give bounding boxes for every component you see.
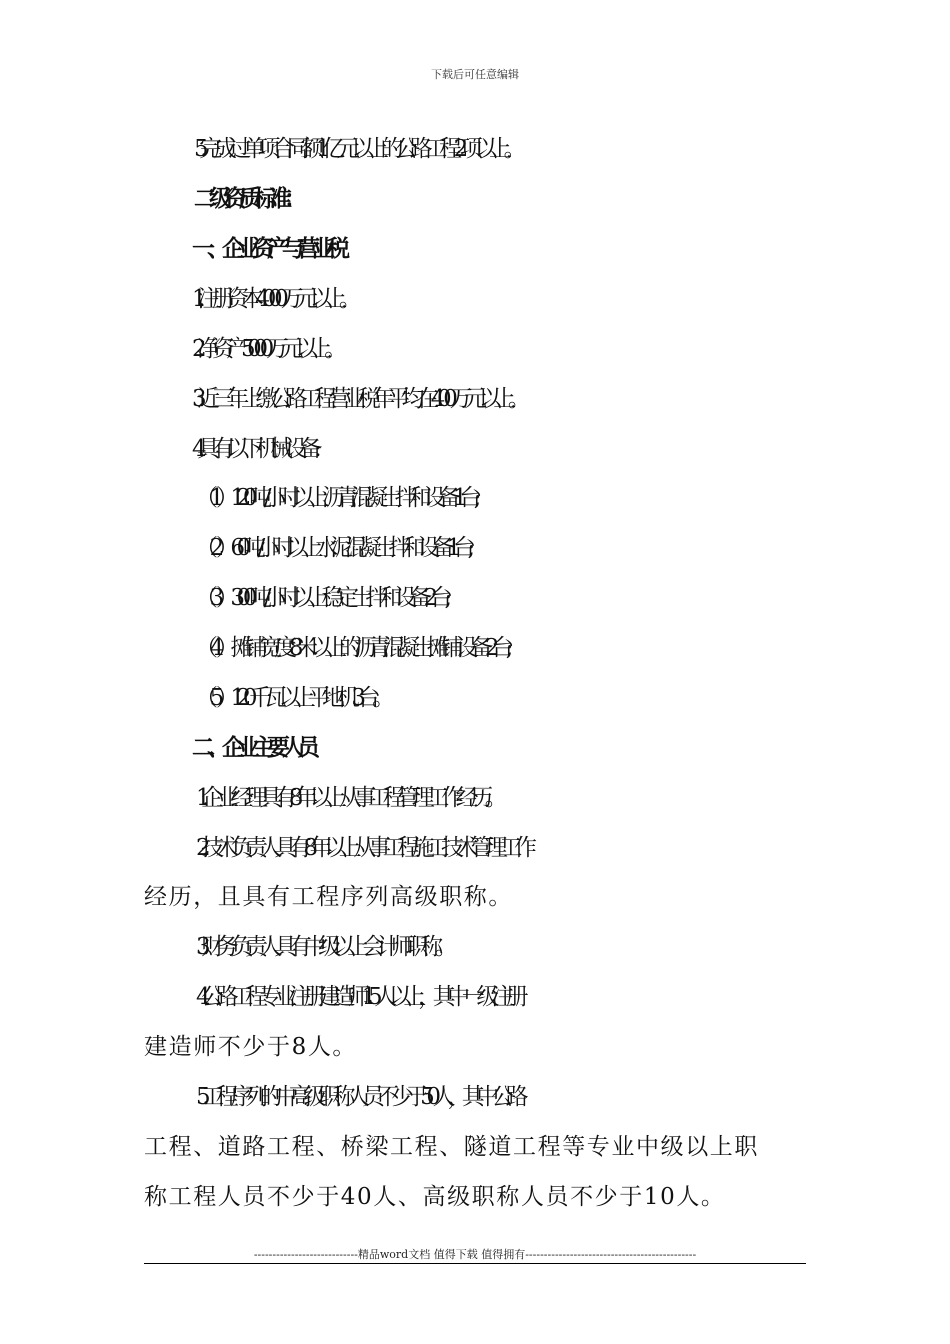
text-line: 1.企业经理具有8年以上从事工程管理工作经历。 [196,785,500,811]
text-line: 5.完成过单项合同额1亿元以上的公路工程2项以上。 [194,136,519,162]
text-line: 3.财务负责人具有中级以上会计师职称。 [196,934,450,960]
equipment-item: （3）300吨/小时以上稳定土拌和设备2台; [195,585,444,611]
footer-note: ----------------------------精品word文档 值得下载 值得拥有---------------------------------------------- [253,1248,697,1261]
text-line: 2.技术负责人具有8年以上从事工程施工技术管理工作 [196,835,529,861]
equipment-item: （1）120吨/小时以上沥青混凝土拌和设备1台; [195,485,474,511]
text-line: 4.具有以下机械设备: [192,436,314,462]
equipment-item: （2）60吨/小时以上水泥混凝土拌和设备1台; [195,535,467,561]
header-note: 下载后可任意编辑 [431,68,519,81]
text-line: 2.净资产5000万元以上。 [192,336,339,362]
subsection-heading: 二、企业主要人员 [192,735,312,761]
footer-divider [144,1263,806,1264]
equipment-item: （4）摊铺宽度8米以上的沥青混凝土摊铺设备2台; [195,635,506,661]
text-line: 称工程人员不少于40人、高级职称人员不少于10人。 [144,1184,726,1210]
text-line: 3.近三年上缴公路工程营业税年平均在400万元以上。 [192,386,523,412]
text-line: 4.公路工程专业注册建造师15人以上，其中一级注册 [196,984,521,1010]
text-line: 工程、道路工程、桥梁工程、隧道工程等专业中级以上职 [144,1134,759,1160]
equipment-item: （5）120千瓦以上平地机3台。 [195,685,387,711]
text-line: 1.注册资本4000万元以上。 [192,286,354,312]
text-line: 经历，且具有工程序列高级职称。 [144,884,513,910]
section-title: 二级资质标准： [194,186,299,212]
text-line: 5.工程序列的中高级职称人员不少于50人，其中公路 [196,1084,521,1110]
text-line: 建造师不少于8人。 [144,1034,358,1060]
subsection-heading: 一、企业资产与营业税 [192,236,342,262]
